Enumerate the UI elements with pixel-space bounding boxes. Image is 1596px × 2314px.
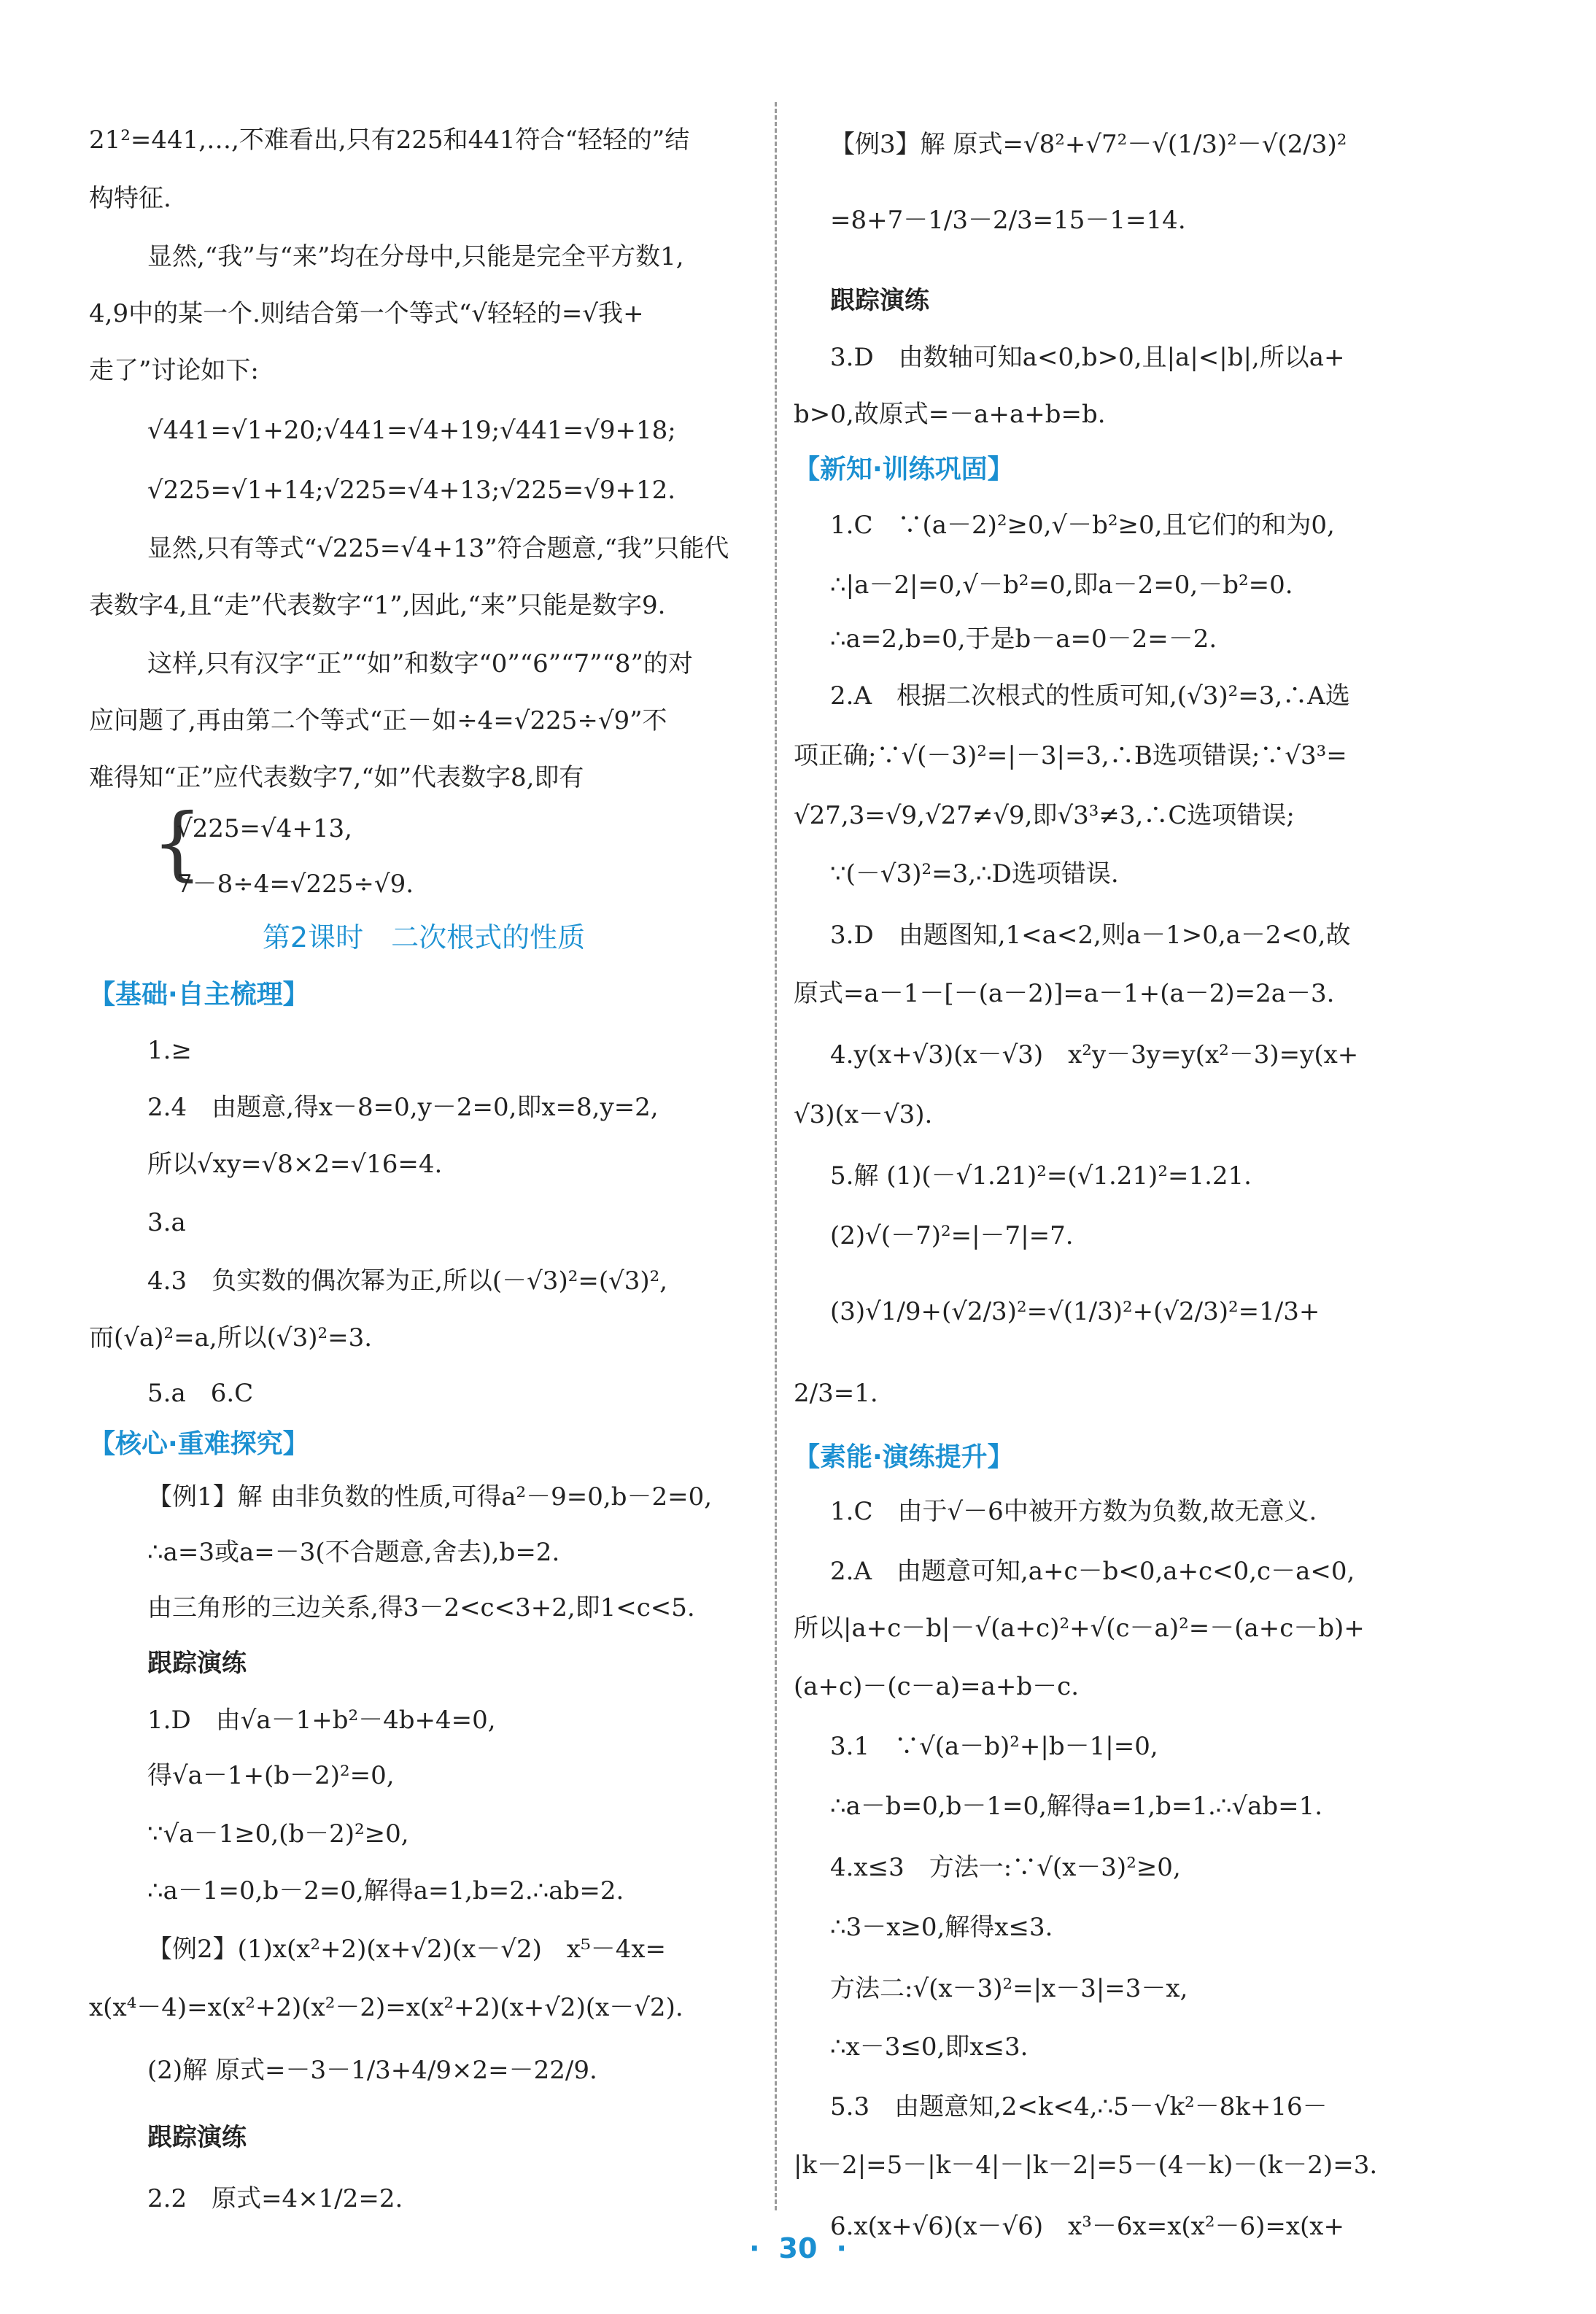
answer-line: 5.解 (1)(－√1.21)²=(√1.21)²=1.21. bbox=[830, 1161, 1252, 1191]
answer-line: ∵(－√3)²=3,∴D选项错误. bbox=[830, 859, 1119, 889]
text-line: 显然,“我”与“来”均在分母中,只能是完全平方数1, bbox=[147, 242, 684, 271]
text-line: 表数字4,且“走”代表数字“1”,因此,“来”只能是数字9. bbox=[89, 591, 666, 620]
answer-line: 2.2 原式=4×1/2=2. bbox=[147, 2184, 403, 2213]
answer-line: 方法二:√(x－3)²=|x－3|=3－x, bbox=[830, 1974, 1188, 2003]
answer-line: 所以√xy=√8×2=√16=4. bbox=[147, 1150, 443, 1179]
answer-line: 而(√a)²=a,所以(√3)²=3. bbox=[89, 1323, 373, 1353]
section-title-new-knowledge: 【新知·训练巩固】 bbox=[794, 454, 1014, 484]
answer-line: (2)解 原式=－3－1/3+4/9×2=－22/9. bbox=[147, 2056, 597, 2085]
section-title-ability: 【素能·演练提升】 bbox=[794, 1442, 1014, 1472]
answer-line: 1.C 由于√－6中被开方数为负数,故无意义. bbox=[830, 1497, 1317, 1526]
subheading: 跟踪演练 bbox=[830, 286, 929, 315]
text-line: 显然,只有等式“√225=√4+13”符合题意,“我”只能代 bbox=[147, 534, 729, 563]
answer-line: ∴3－x≥0,解得x≤3. bbox=[830, 1913, 1053, 1942]
answer-line: 得√a－1+(b－2)²=0, bbox=[147, 1761, 395, 1790]
answer-line: (a+c)－(c－a)=a+b－c. bbox=[794, 1672, 1080, 1701]
answer-line: 1.C ∵(a－2)²≥0,√－b²≥0,且它们的和为0, bbox=[830, 511, 1335, 540]
text-line: 构特征. bbox=[89, 184, 171, 213]
answer-line: 2/3=1. bbox=[794, 1379, 878, 1408]
brace-symbol: { bbox=[152, 796, 203, 889]
answer-line: ∴a=2,b=0,于是b－a=0－2=－2. bbox=[830, 624, 1217, 654]
page-number-value: 30 bbox=[778, 2232, 818, 2264]
answer-line: 1.≥ bbox=[147, 1036, 192, 1065]
text-line: 难得知“正”应代表数字7,“如”代表数字8,即有 bbox=[89, 763, 584, 792]
answer-line: ∴|a－2|=0,√－b²=0,即a－2=0,－b²=0. bbox=[830, 570, 1293, 600]
subheading: 跟踪演练 bbox=[147, 1649, 247, 1678]
answer-line: 3.D 由题图知,1<a<2,则a－1>0,a－2<0,故 bbox=[830, 921, 1351, 950]
example-line: 【例3】解 原式=√8²+√7²－√(1/3)²－√(2/3)² bbox=[830, 130, 1347, 159]
equation-line: √441=√1+20;√441=√4+19;√441=√9+18; bbox=[147, 416, 676, 445]
section-title-core: 【核心·重难探究】 bbox=[89, 1429, 309, 1459]
answer-line: 3.D 由数轴可知a<0,b>0,且|a|<|b|,所以a+ bbox=[830, 343, 1345, 372]
answer-line: 由三角形的三边关系,得3－2<c<3+2,即1<c<5. bbox=[147, 1593, 695, 1622]
answer-line: (3)√1/9+(√2/3)²=√(1/3)²+(√2/3)²=1/3+ bbox=[830, 1297, 1320, 1326]
answer-line: 4.3 负实数的偶次幂为正,所以(－√3)²=(√3)², bbox=[147, 1266, 668, 1296]
answer-line: 【例2】(1)x(x²+2)(x+√2)(x－√2) x⁵－4x= bbox=[147, 1935, 667, 1964]
answer-line: 5.3 由题意知,2<k<4,∴5－√k²－8k+16－ bbox=[830, 2092, 1328, 2121]
equation-line: √225=√1+14;√225=√4+13;√225=√9+12. bbox=[147, 476, 676, 505]
text-line: 走了”讨论如下: bbox=[89, 356, 259, 385]
answer-line: 1.D 由√a－1+b²－4b+4=0, bbox=[147, 1706, 496, 1735]
answer-line: 5.a 6.C bbox=[147, 1379, 254, 1408]
answer-line: 原式=a－1－[－(a－2)]=a－1+(a－2)=2a－3. bbox=[794, 979, 1335, 1008]
answer-line: b>0,故原式=－a+a+b=b. bbox=[794, 400, 1106, 429]
answer-line: ∴x－3≤0,即x≤3. bbox=[830, 2032, 1029, 2062]
answer-line: 【例1】解 由非负数的性质,可得a²－9=0,b－2=0, bbox=[147, 1482, 713, 1512]
left-column bbox=[89, 109, 759, 2213]
answer-line: 2.4 由题意,得x－8=0,y－2=0,即x=8,y=2, bbox=[147, 1093, 659, 1122]
system-equation: 7－8÷4=√225÷√9. bbox=[177, 870, 414, 899]
text-line: 这样,只有汉字“正”“如”和数字“0”“6”“7”“8”的对 bbox=[147, 649, 693, 678]
answer-line: 6.x(x+√6)(x－√6) x³－6x=x(x²－6)=x(x+ bbox=[830, 2212, 1344, 2241]
system-equation: √225=√4+13, bbox=[177, 814, 352, 843]
answer-line: 3.1 ∵√(a－b)²+|b－1|=0, bbox=[830, 1732, 1158, 1761]
answer-line: 所以|a+c－b|－√(a+c)²+√(c－a)²=－(a+c－b)+ bbox=[794, 1614, 1365, 1643]
answer-line: ∴a－b=0,b－1=0,解得a=1,b=1.∴√ab=1. bbox=[830, 1792, 1323, 1821]
right-column bbox=[794, 109, 1472, 2241]
subheading: 跟踪演练 bbox=[147, 2123, 247, 2152]
column-divider bbox=[775, 102, 777, 2210]
answer-line: x(x⁴－4)=x(x²+2)(x²－2)=x(x²+2)(x+√2)(x－√2). bbox=[89, 1993, 683, 2022]
answer-line: |k－2|=5－|k－4|－|k－2|=5－(4－k)－(k－2)=3. bbox=[794, 2151, 1378, 2180]
answer-line: (2)√(－7)²=|－7|=7. bbox=[830, 1221, 1074, 1250]
answer-line: 4.y(x+√3)(x－√3) x²y－3y=y(x²－3)=y(x+ bbox=[830, 1040, 1359, 1069]
text-line: 21²=441,…,不难看出,只有225和441符合“轻轻的”结 bbox=[89, 125, 690, 155]
text-line: 4,9中的某一个.则结合第一个等式“√轻轻的=√我+ bbox=[89, 299, 644, 328]
answer-line: 3.a bbox=[147, 1208, 186, 1237]
answer-line: 2.A 根据二次根式的性质可知,(√3)²=3,∴A选 bbox=[830, 681, 1350, 711]
text-line: 应问题了,再由第二个等式“正－如÷4=√225÷√9”不 bbox=[89, 706, 667, 735]
page-number: · 30 · bbox=[749, 2232, 847, 2264]
lesson-title: 第2课时 二次根式的性质 bbox=[262, 921, 586, 953]
answer-line: ∵√a－1≥0,(b－2)²≥0, bbox=[147, 1819, 409, 1849]
section-title-basics: 【基础·自主梳理】 bbox=[89, 980, 309, 1010]
answer-line: 项正确;∵√(－3)²=|－3|=3,∴B选项错误;∵√3³= bbox=[794, 741, 1347, 770]
answer-line: √3)(x－√3). bbox=[794, 1100, 933, 1129]
answer-line: 4.x≤3 方法一:∵√(x－3)²≥0, bbox=[830, 1853, 1181, 1882]
answer-line: 2.A 由题意可知,a+c－b<0,a+c<0,c－a<0, bbox=[830, 1557, 1355, 1586]
answer-line: ∴a－1=0,b－2=0,解得a=1,b=2.∴ab=2. bbox=[147, 1876, 624, 1905]
answer-line: √27,3=√9,√27≠√9,即√3³≠3,∴C选项错误; bbox=[794, 801, 1295, 830]
example-line: =8+7－1/3－2/3=15－1=14. bbox=[830, 206, 1186, 235]
answer-line: ∴a=3或a=－3(不合题意,舍去),b=2. bbox=[147, 1538, 560, 1567]
